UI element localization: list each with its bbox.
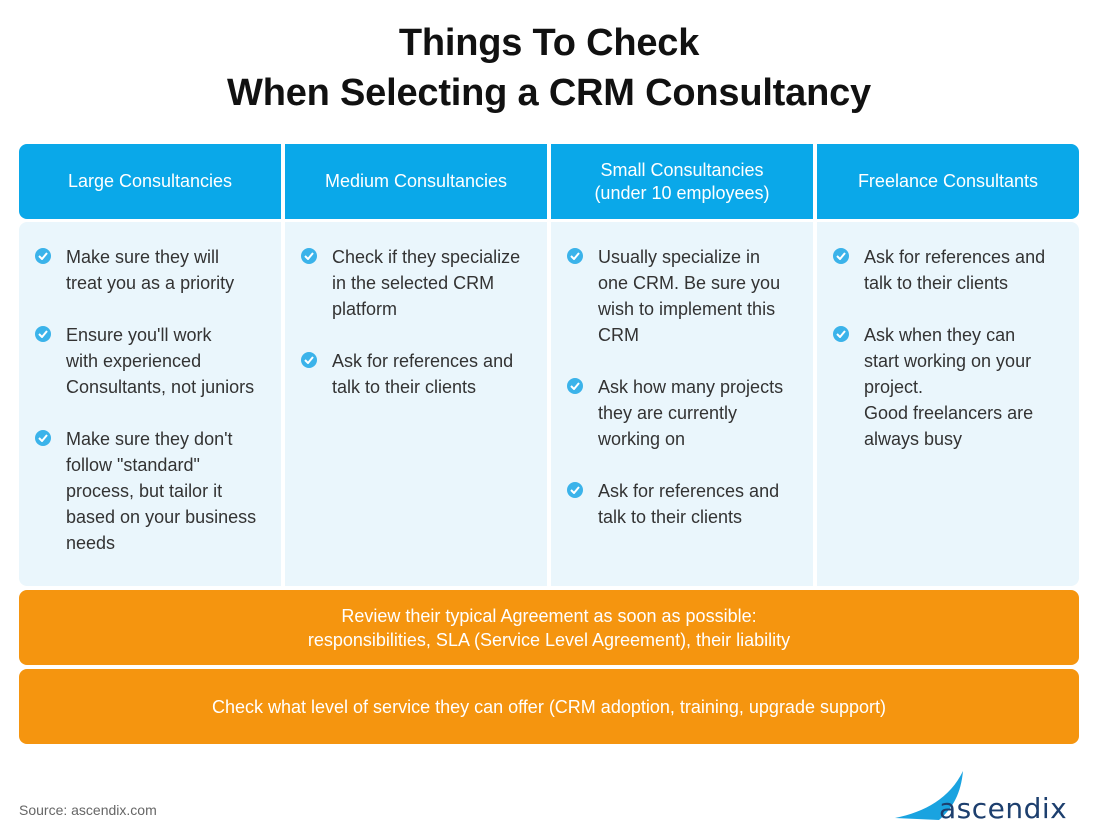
list-item xyxy=(833,322,1065,452)
check-circle-icon xyxy=(35,430,51,446)
check-circle-icon xyxy=(567,378,583,394)
check-circle-icon xyxy=(833,248,849,264)
header-medium-consultancies: Medium Consultancies xyxy=(285,144,547,219)
check-circle-icon xyxy=(35,326,51,342)
item-text: Ask when they can start working on your project. Good freelancers are always busy xyxy=(864,325,1034,449)
list-item xyxy=(833,244,1065,296)
list-item xyxy=(35,426,267,556)
check-circle-icon xyxy=(567,482,583,498)
title-line-2: When Selecting a CRM Consultancy xyxy=(227,72,871,114)
header-large-consultancies: Large Consultancies xyxy=(19,144,281,219)
list-item xyxy=(567,374,799,452)
item-text: Check if they specialize in the selected CRM platform xyxy=(332,247,521,319)
list-item xyxy=(301,244,533,322)
item-text: Make sure they will treat you as a priority xyxy=(66,247,235,293)
ascendix-logo xyxy=(895,768,1080,823)
columns-body xyxy=(19,222,1079,586)
header-freelance-consultants: Freelance Consultants xyxy=(817,144,1079,219)
item-text: Ask for references and talk to their clients xyxy=(332,351,514,397)
list-item xyxy=(567,244,799,348)
title-line-1: Things To Check xyxy=(398,22,700,64)
check-circle-icon xyxy=(35,248,51,264)
column-large xyxy=(19,222,281,586)
logo-wordmark: ascendix xyxy=(939,792,1068,825)
list-item xyxy=(35,322,267,400)
item-text: Ask for references and talk to their clients xyxy=(864,247,1046,293)
column-small xyxy=(551,222,813,586)
column-freelance xyxy=(817,222,1079,586)
check-circle-icon xyxy=(301,248,317,264)
service-bar xyxy=(19,669,1079,744)
check-circle-icon xyxy=(833,326,849,342)
column-headers xyxy=(19,144,1079,219)
item-text: Make sure they don't follow "standard" process, but tailor it based on your business needs xyxy=(66,429,257,553)
agreement-bar xyxy=(19,590,1079,665)
source-note: Source: ascendix.com xyxy=(19,802,157,818)
item-text: Ask how many projects they are currently working on xyxy=(598,377,784,449)
list-item xyxy=(35,244,267,296)
agreement-text: Review their typical Agreement as soon as possible: responsibilities, SLA (Service Level Agreement), their liability xyxy=(307,605,791,650)
service-text: Check what level of service they can offer (CRM adoption, training, upgrade support) xyxy=(211,696,886,717)
list-item xyxy=(301,348,533,400)
column-medium xyxy=(285,222,547,586)
header-small-consultancies: Small Consultancies (under 10 employees) xyxy=(551,144,813,219)
item-text: Usually specialize in one CRM. Be sure you wish to implement this CRM xyxy=(598,247,781,345)
list-item xyxy=(567,478,799,530)
check-circle-icon xyxy=(567,248,583,264)
page-title xyxy=(0,18,1098,118)
item-text: Ensure you'll work with experienced Consultants, not juniors xyxy=(66,325,255,397)
check-circle-icon xyxy=(301,352,317,368)
item-text: Ask for references and talk to their clients xyxy=(598,481,780,527)
